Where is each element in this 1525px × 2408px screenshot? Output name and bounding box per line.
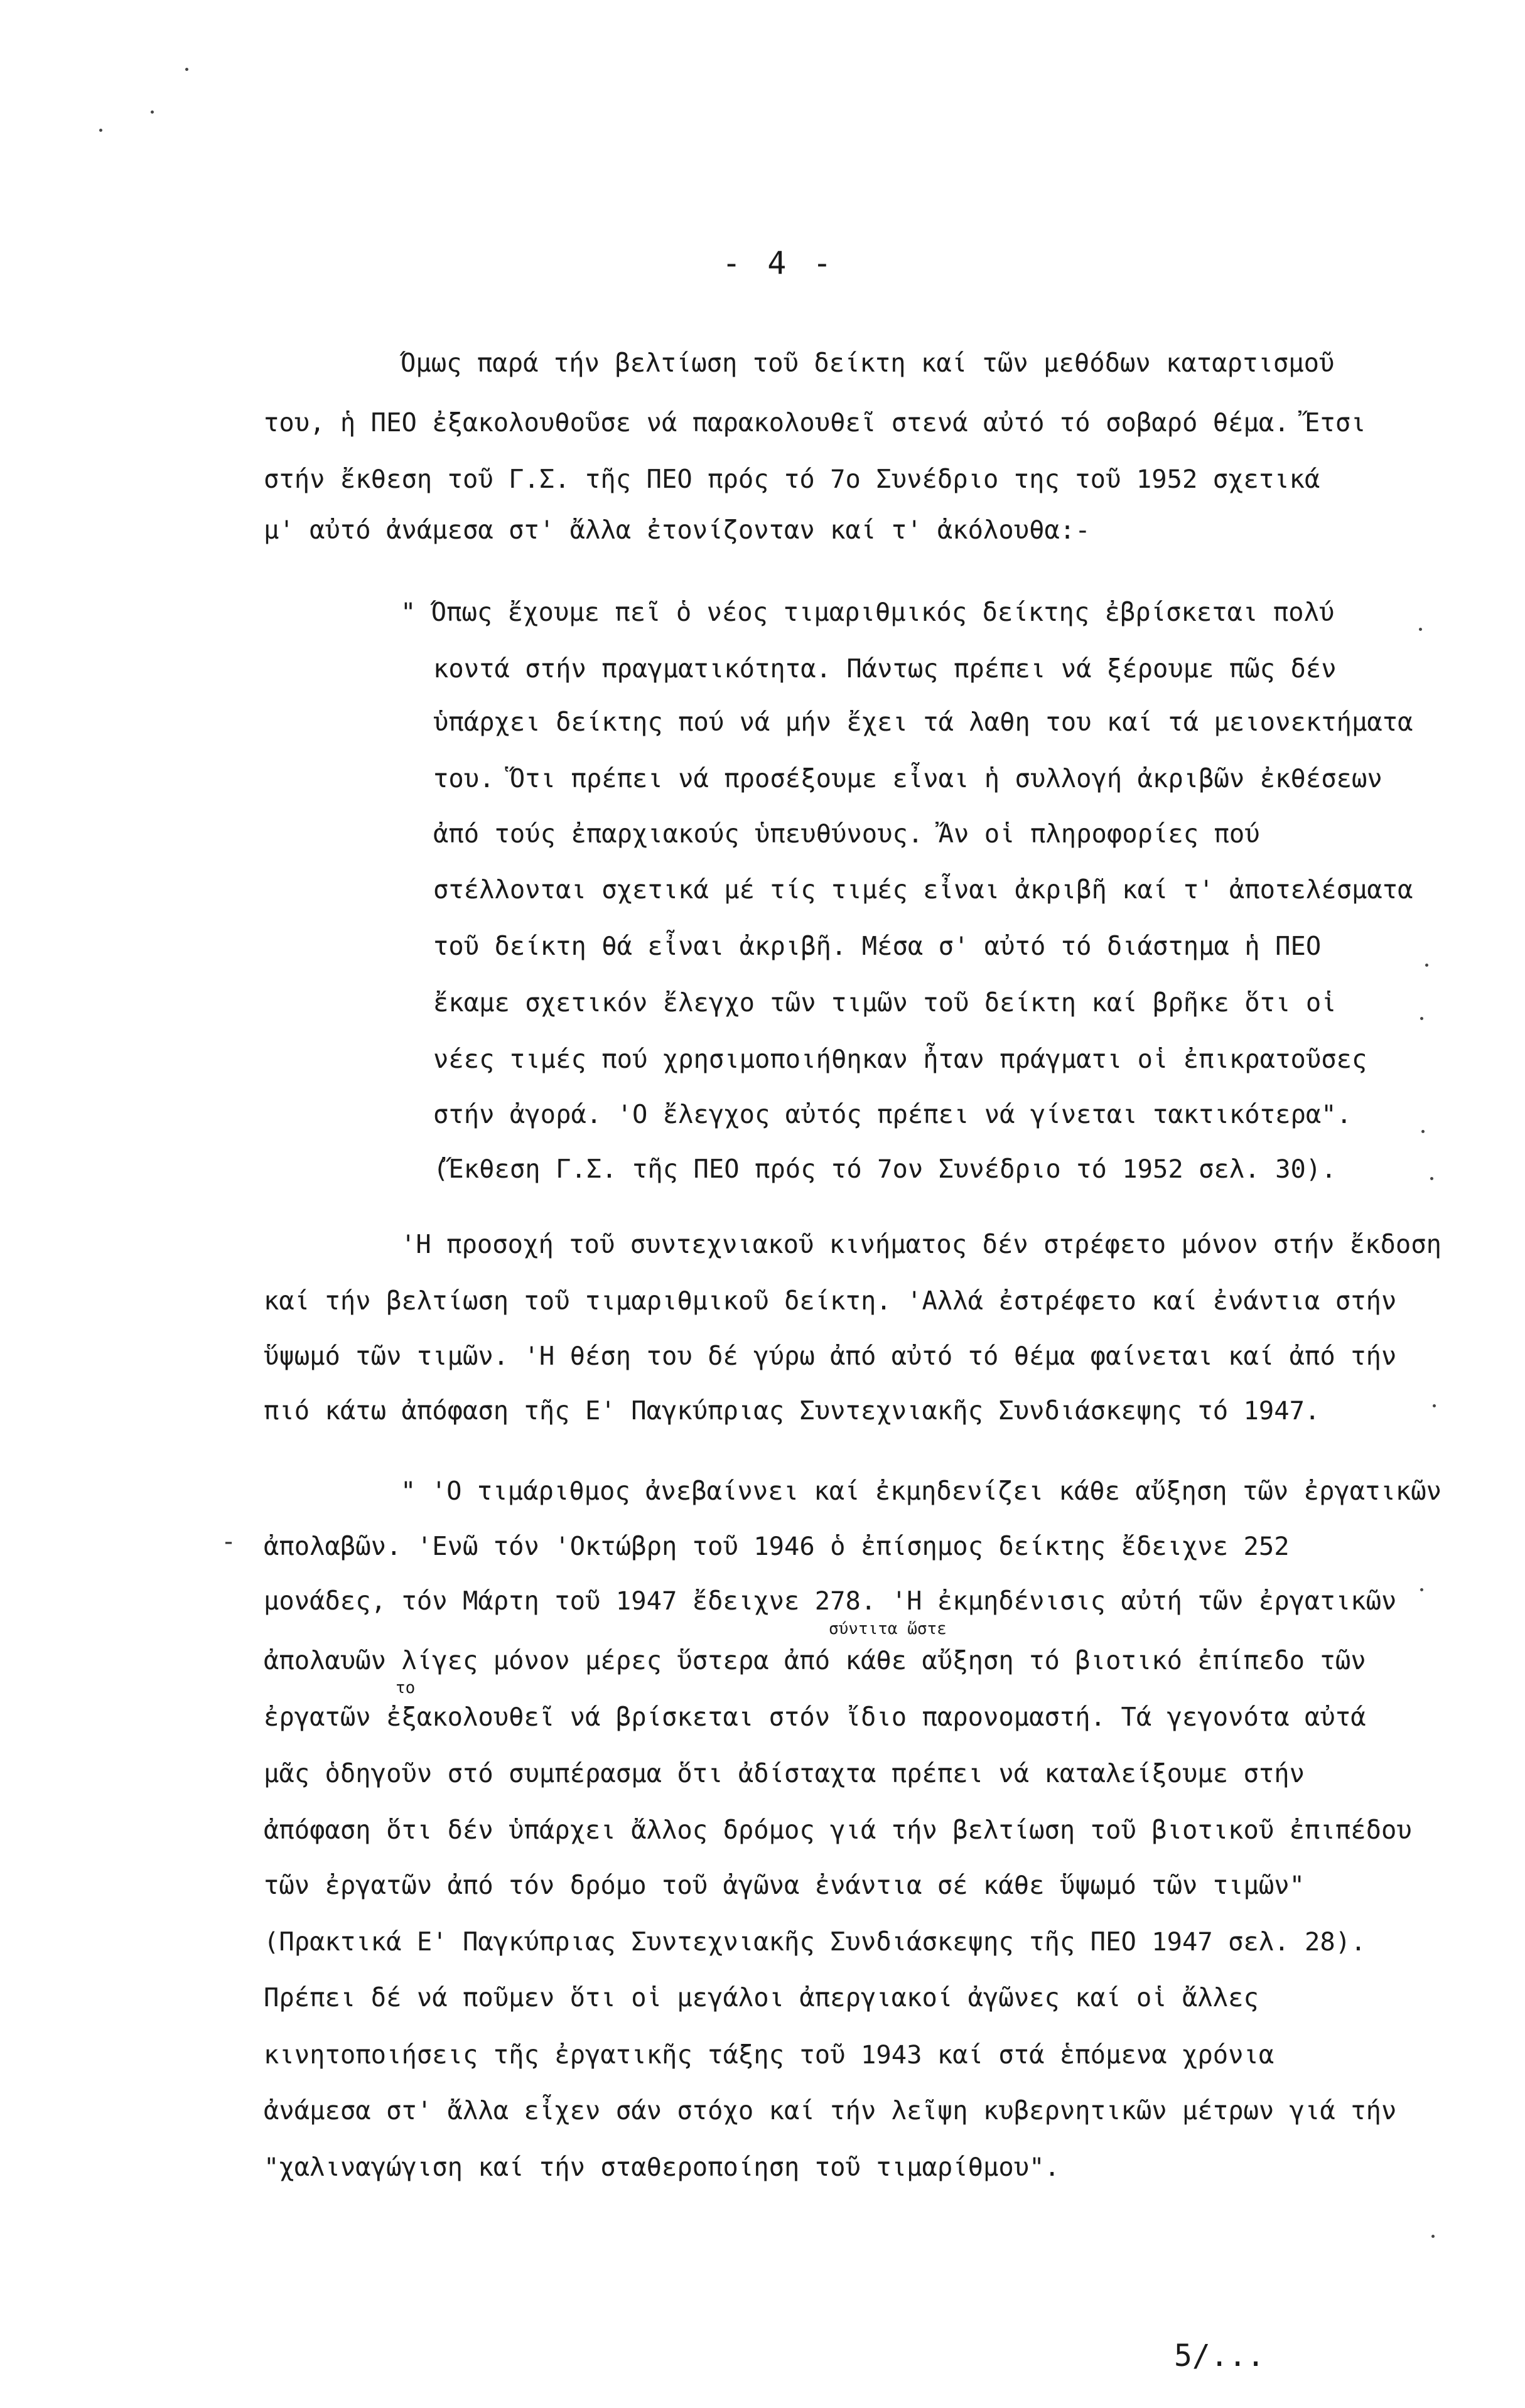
scan-speck (151, 110, 154, 114)
handwritten-insert: το (396, 1679, 416, 1697)
quote2-line: τῶν ἐργατῶν ἀπό τόν δρόμο τοῦ ἀγῶνα ἐνάντια σέ κάθε ὕψωμό τῶν τιμῶν" (264, 1870, 1305, 1900)
scan-speck (1420, 1017, 1423, 1020)
paragraph2-line: πιό κάτω ἀπόφαση τῆς Ε' Παγκύπριας Συντεχνιακῆς Συνδιάσκεψης τό 1947. (264, 1395, 1320, 1426)
scan-speck (1419, 628, 1422, 631)
quote2-line: " 'Ο τιμάριθμος ἀνεβαίννει καί ἐκμηδενίζει κάθε αὔξηση τῶν ἐργατικῶν (401, 1476, 1442, 1506)
handwritten-insert: σύντιτα ὥστε (829, 1620, 947, 1638)
quote2-line: μᾶς ὁδηγοῦν στό συμπέρασμα ὅτι ἀδίσταχτα πρέπει νά καταλείξουμε στήν (264, 1758, 1305, 1788)
quote1-line: του. Ὅτι πρέπει νά προσέξουμε εἶναι ἡ συλλογή ἀκριβῶν ἐκθέσεων (433, 763, 1382, 793)
quote1-line: ὑπάρχει δείκτης πού νά μήν ἔχει τά λαθη του καί τά μειονεκτήματα (433, 707, 1413, 737)
paragraph3-line: "χαλιναγώγιση καί τήν σταθεροποίηση τοῦ τιμαρίθμου". (264, 2152, 1060, 2182)
paragraph1-line: στήν ἔκθεση τοῦ Γ.Σ. τῆς ΠΕΟ πρός τό 7ο Συνέδριο της τοῦ 1952 σχετικά (264, 464, 1320, 494)
continuation-marker: 5/... (1174, 2338, 1265, 2373)
scan-speck (99, 129, 102, 132)
paragraph3-line: Πρέπει δέ νά ποῦμεν ὅτι οἱ μεγάλοι ἀπεργιακοί ἀγῶνες καί οἱ ἄλλες (264, 1982, 1259, 2013)
paragraph2-line: 'Η προσοχή τοῦ συντεχνιακοῦ κινήματος δέν στρέφετο μόνον στήν ἔκδοση (401, 1229, 1442, 1259)
scan-speck (1421, 1130, 1425, 1133)
scan-speck (185, 68, 188, 71)
paragraph1-line: του, ἡ ΠΕΟ ἐξακολουθοῦσε νά παρακολουθεῖ στενά αὐτό τό σοβαρό θέμα. Ἔτσι (264, 407, 1366, 438)
quote2-line: μονάδες, τόν Μάρτη τοῦ 1947 ἔδειχνε 278. 'Η ἐκμηδένισις αὐτή τῶν ἐργατικῶν (264, 1586, 1397, 1616)
paragraph1-line: Όμως παρά τήν βελτίωση τοῦ δείκτη καί τῶν μεθόδων καταρτισμοῦ (401, 348, 1335, 378)
paragraph2-line: καί τήν βελτίωση τοῦ τιμαριθμικοῦ δείκτη. 'Αλλά ἐστρέφετο καί ἐνάντια στήν (264, 1286, 1397, 1316)
quote2-line: ἐργατῶν ἐξακολουθεῖ νά βρίσκεται στόν ἴδιο παρονομαστή. Τά γεγονότα αὐτά (264, 1702, 1366, 1732)
paragraph3-line: κινητοποιήσεις τῆς ἐργατικῆς τάξης τοῦ 1943 καί στά ἑπόμενα χρόνια (264, 2040, 1274, 2070)
quote1-line: νέες τιμές πού χρησιμοποιήθηκαν ἦταν πράγματι οἱ ἐπικρατοῦσες (433, 1044, 1367, 1074)
quote2-line: ἀπόφαση ὅτι δέν ὑπάρχει ἄλλος δρόμος γιά τήν βελτίωση τοῦ βιοτικοῦ ἐπιπέδου (264, 1815, 1412, 1845)
quote1-line: στήν ἀγορά. 'Ο ἔλεγχος αὐτός πρέπει νά γίνεται τακτικότερα". (433, 1099, 1352, 1129)
paragraph3-line: ἀνάμεσα στ' ἄλλα εἶχεν σάν στόχο καί τήν λεῖψη κυβερνητικῶν μέτρων γιά τήν (264, 2095, 1397, 2126)
paragraph1-line: μ' αὐτό ἀνάμεσα στ' ἄλλα ἐτονίζονταν καί τ' ἀκόλουθα:- (264, 515, 1091, 545)
scan-speck (1431, 2235, 1435, 2238)
scan-speck (1430, 1177, 1433, 1180)
quote1-line: ἀπό τούς ἐπαρχιακούς ὑπευθύνους. Ἄν οἱ πληροφορίες πού (433, 819, 1260, 849)
quote1-line: κοντά στήν πραγματικότητα. Πάντως πρέπει νά ξέρουμε πῶς δέν (433, 653, 1337, 684)
scan-speck (1433, 1404, 1436, 1407)
quote2-citation: (Πρακτικά Ε' Παγκύπριας Συντεχνιακῆς Συνδιάσκεψης τῆς ΠΕΟ 1947 σελ. 28). (264, 1927, 1366, 1957)
quote1-line: τοῦ δείκτη θά εἶναι ἀκριβῆ. Μέσα σ' αὐτό τό διάστημα ἡ ΠΕΟ (433, 931, 1322, 961)
paragraph2-line: ὕψωμό τῶν τιμῶν. 'Η θέση του δέ γύρω ἀπό αὐτό τό θέμα φαίνεται καί ἀπό τήν (264, 1341, 1397, 1371)
quote2-line: ἀπολαβῶν. 'Ενῶ τόν 'Οκτώβρη τοῦ 1946 ὁ ἐπίσημος δείκτης ἔδειχνε 252 (264, 1531, 1290, 1561)
scan-speck (1420, 1588, 1423, 1591)
page-number: - 4 - (722, 245, 836, 281)
quote1-line: ἔκαμε σχετικόν ἔλεγχο τῶν τιμῶν τοῦ δείκτη καί βρῆκε ὅτι οἱ (433, 987, 1337, 1018)
quote1-line: στέλλονται σχετικά μέ τίς τιμές εἶναι ἀκριβῆ καί τ' ἀποτελέσματα (433, 874, 1413, 905)
margin-dash-mark: - (221, 1527, 237, 1556)
quote2-line: ἀπολαυῶν λίγες μόνον μέρες ὕστερα ἀπό κάθε αὔξηση τό βιοτικό ἐπίπεδο τῶν (264, 1645, 1366, 1675)
scan-speck (1425, 964, 1428, 967)
quote1-citation: (Ἔκθεση Γ.Σ. τῆς ΠΕΟ πρός τό 7ον Συνέδριο τό 1952 σελ. 30). (433, 1154, 1337, 1184)
quote1-line: " Όπως ἔχουμε πεῖ ὁ νέος τιμαριθμικός δείκτης ἐβρίσκεται πολύ (401, 597, 1335, 627)
